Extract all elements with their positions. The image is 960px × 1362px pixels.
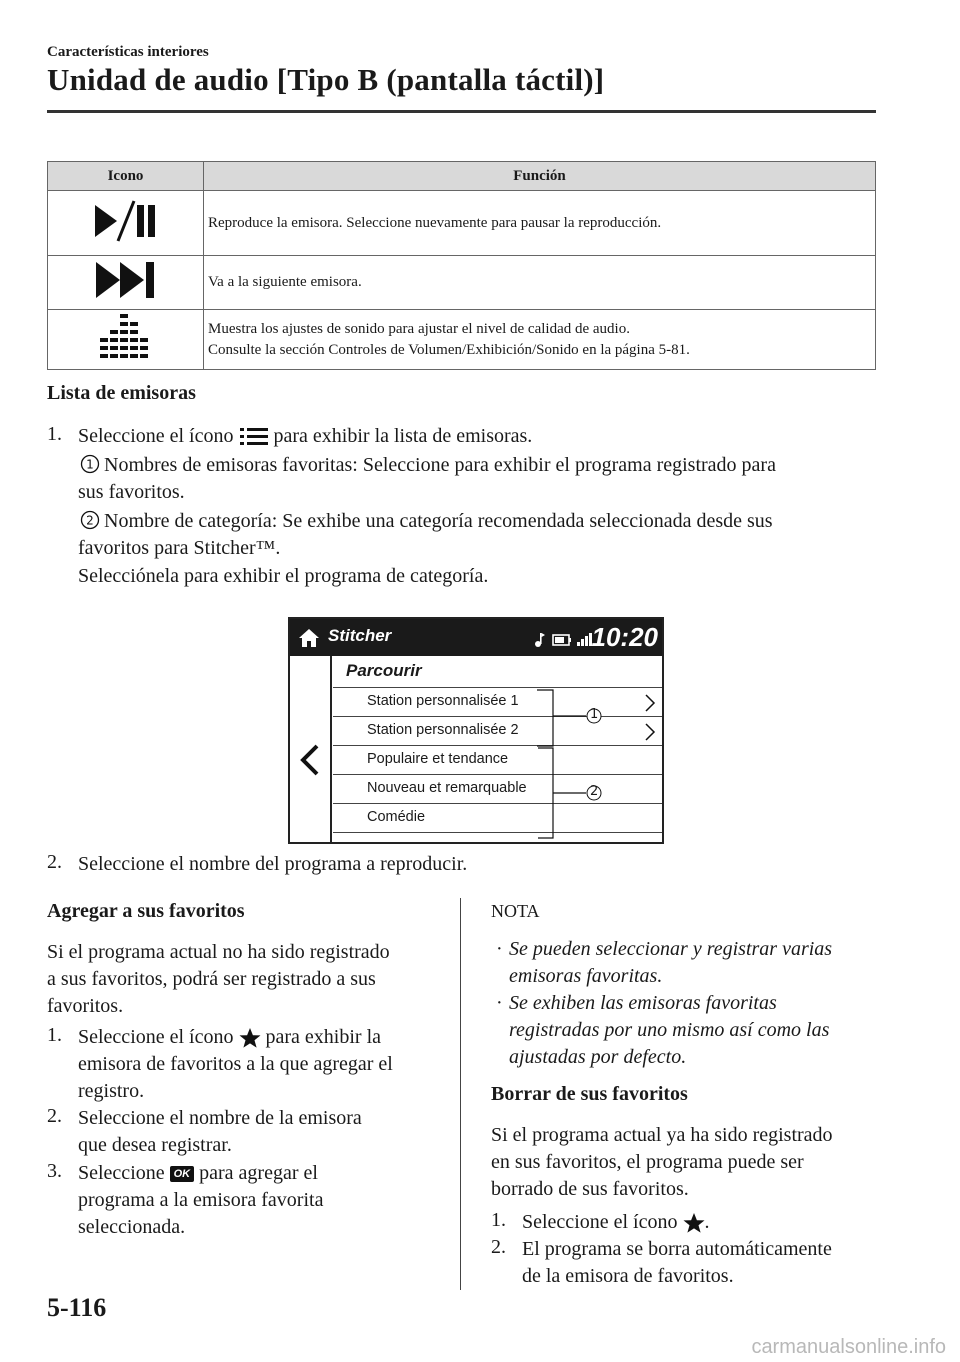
play-pause-icon	[91, 199, 161, 243]
col-header-icon: Icono	[48, 162, 204, 191]
skip-next-icon	[94, 260, 158, 300]
star-icon	[683, 1212, 705, 1234]
svg-text:1: 1	[86, 457, 94, 472]
note-category-text: favoritos para Stitcher™.	[78, 537, 281, 559]
screen-app-title: Stitcher	[328, 626, 392, 645]
star-icon	[239, 1027, 261, 1049]
table-row	[48, 310, 876, 370]
table-row	[48, 191, 876, 256]
paragraph: en sus favoritos, el programa puede ser	[491, 1151, 804, 1173]
list-item[interactable]: Nouveau et remarquable	[333, 774, 662, 803]
paragraph: Si el programa actual ya ha sido registrado	[491, 1124, 833, 1146]
screen-clock: 10:20	[591, 622, 658, 652]
function-text: Va a la siguiente emisora.	[204, 256, 876, 310]
step-number: 1.	[491, 1209, 506, 1231]
icon-function-table	[47, 161, 876, 370]
note-text: Se exhiben las emisoras favoritas	[509, 992, 777, 1014]
bullet-dot: ·	[496, 938, 503, 960]
note-favorites-text: Nombres de emisoras favoritas: Seleccione para exhibir el programa registrado para	[104, 454, 776, 476]
step-text: que desea registrar.	[78, 1134, 232, 1156]
svg-text:2: 2	[86, 513, 94, 528]
step-text: para exhibir la	[265, 1026, 381, 1048]
table-row	[48, 256, 876, 310]
note-favorites-text: sus favoritos.	[78, 481, 185, 503]
callout-1-icon	[80, 454, 100, 474]
add-favorites-heading: Agregar a sus favoritos	[47, 900, 245, 922]
paragraph: borrado de sus favoritos.	[491, 1178, 689, 1200]
step-text: Seleccione el ícono	[78, 425, 234, 447]
step-text: para exhibir la lista de emisoras.	[273, 425, 533, 447]
column-divider	[460, 898, 461, 1290]
list-item[interactable]: Station personnalisée 1	[333, 687, 662, 716]
list-item[interactable]: Comédie	[333, 803, 662, 833]
step-text: para agregar el	[199, 1162, 318, 1184]
callout-lines	[290, 619, 662, 844]
ok-icon: OK	[170, 1166, 195, 1182]
callout-2-icon	[80, 510, 100, 530]
function-text: Muestra los ajustes de sonido para ajustar el nivel de calidad de audio.	[208, 320, 630, 337]
note-text: ajustadas por defecto.	[509, 1046, 687, 1068]
list-icon	[239, 426, 269, 448]
step-number: 3.	[47, 1160, 62, 1182]
step-text: seleccionada.	[78, 1216, 186, 1238]
step-text: programa a la emisora favorita	[78, 1189, 324, 1211]
step-text: de la emisora de favoritos.	[522, 1265, 734, 1287]
note-category-text: Nombre de categoría: Se exhibe una categoría recomendada seleccionada desde sus	[104, 510, 773, 532]
step-text: Seleccione	[78, 1162, 165, 1184]
remove-favorites-heading: Borrar de sus favoritos	[491, 1083, 688, 1105]
title-rule	[47, 110, 876, 113]
page-number: 5-116	[47, 1293, 107, 1322]
section-label: Características interiores	[47, 44, 209, 60]
watermark: carmanualsonline.info	[751, 1336, 946, 1358]
list-item[interactable]: Station personnalisée 2	[333, 716, 662, 745]
stitcher-screen	[288, 617, 664, 844]
equalizer-icon	[98, 312, 154, 362]
step-number: 1.	[47, 1024, 62, 1046]
step-number: 1.	[47, 423, 62, 445]
callout-number: 1	[590, 707, 599, 722]
callout-number: 2	[590, 784, 599, 799]
step-text: Seleccione el nombre de la emisora	[78, 1107, 362, 1129]
list-item[interactable]: Populaire et tendance	[333, 745, 662, 774]
note-category-text: Selecciónela para exhibir el programa de categoría.	[78, 565, 489, 587]
table-header-row	[48, 162, 876, 191]
function-text: Reproduce la emisora. Seleccione nuevamente para pausar la reproducción.	[204, 191, 876, 256]
step-number: 2.	[491, 1236, 506, 1258]
paragraph: Si el programa actual no ha sido registrado	[47, 941, 390, 963]
note-text: Se pueden seleccionar y registrar varias	[509, 938, 833, 960]
step-number: 2.	[47, 851, 62, 873]
step-text: Seleccione el ícono	[78, 1026, 234, 1048]
col-header-function: Función	[204, 162, 876, 191]
step-number: 2.	[47, 1105, 62, 1127]
screen-heading: Parcourir	[346, 661, 422, 680]
step-text: emisora de favoritos a la que agregar el	[78, 1053, 393, 1075]
step-text: .	[704, 1211, 710, 1233]
paragraph: a sus favoritos, podrá ser registrado a sus	[47, 968, 376, 990]
note-text: registradas por uno mismo así como las	[509, 1019, 830, 1041]
step-text: registro.	[78, 1080, 145, 1102]
step-text: Seleccione el ícono	[522, 1211, 678, 1233]
function-text: Consulte la sección Controles de Volumen/Exhibición/Sonido en la página 5-81.	[208, 341, 690, 358]
step-text: Seleccione el nombre del programa a reproducir.	[78, 853, 468, 875]
paragraph: favoritos.	[47, 995, 124, 1017]
note-label: NOTA	[491, 901, 540, 921]
page-title: Unidad de audio [Tipo B (pantalla táctil)]	[47, 62, 605, 97]
station-list-heading: Lista de emisoras	[47, 382, 196, 404]
note-text: emisoras favoritas.	[509, 965, 663, 987]
step-text: El programa se borra automáticamente	[522, 1238, 832, 1260]
bullet-dot: ·	[496, 992, 503, 1014]
